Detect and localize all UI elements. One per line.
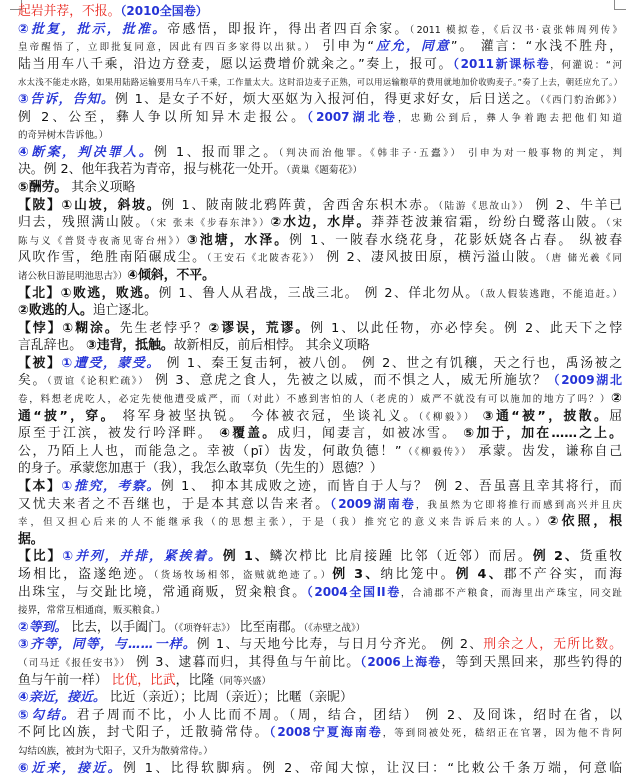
annotation-text: 皇帝醒悟了，立即批复同意，因此有四百多家得以出狱。） xyxy=(18,42,317,54)
body-text: 例 1、鲁人从君战，三战三北。 例 2、佯北勿从。 xyxy=(158,285,480,301)
text-line xyxy=(18,320,622,338)
body-text: 场相比，盗遂绝迹。 xyxy=(18,567,154,582)
bold-text: 例 1、 xyxy=(222,549,270,565)
annotation-text: （司马迁《报任安书》） xyxy=(18,657,131,669)
annotation-text: （《柳毅》） xyxy=(418,411,476,423)
body-text: 例 1、 抑本其成败之迹，而皆自于人与？ 例 2、吾虽喜且幸其将行，而 xyxy=(160,479,622,495)
sense-heading: ②批复，批示，批准。 xyxy=(18,21,168,37)
sense-heading: ④断案，判决罪人。 xyxy=(18,144,155,160)
bold-text: 【被】 xyxy=(18,355,62,371)
text-line xyxy=(18,161,622,179)
annotation-text: ，合浦郡不产粮食，而海里出产珠宝，同交趾 xyxy=(400,587,622,599)
exam-source-tag: （2007湖北卷 xyxy=(307,109,398,124)
document-page xyxy=(18,3,622,777)
text-line xyxy=(18,689,622,707)
body-text: 其余义项略 xyxy=(67,179,136,195)
body-text: 引申为“ xyxy=(316,39,374,55)
body-text: 的身子。承蒙您加惠于（我），我怎么敢辜负（先生的）恩德？） xyxy=(18,461,383,477)
exam-source-tag: （2008宁夏海南卷 xyxy=(269,725,383,740)
exam-source-tag: （2011新课标卷 xyxy=(452,56,551,71)
annotation-text: （《赤壁之战》） xyxy=(303,622,366,634)
text-line xyxy=(18,408,622,426)
annotation-text: （王安石《北陂杏花》） xyxy=(206,253,321,265)
sense-heading: 应允，同意 xyxy=(373,39,451,55)
body-text: 例 1、报而罪之。 xyxy=(154,144,279,160)
annotation-text: （陆游《思故山》） xyxy=(438,200,530,212)
body-text: 将军身被坚执锐。 今体被衣冠，坐谈礼义。 xyxy=(115,408,419,424)
annotation-text: （同等兴盛） xyxy=(214,675,272,687)
highlight-red-text: 比优，比武 xyxy=(111,672,176,688)
sense-heading: ①遭受，蒙受。 xyxy=(61,355,161,371)
text-line xyxy=(18,636,622,654)
annotation-text: （《柳毅传》） xyxy=(401,446,473,458)
bold-text: ③通“被”，披散。 xyxy=(475,408,610,424)
annotation-text: 幸，但又担心后来的人不能继承我（的思想主张），于是（我）推究它的意义来告诉后来的人。） xyxy=(18,517,548,529)
text-line xyxy=(18,443,622,461)
text-line xyxy=(18,214,622,232)
body-text: ，比隆 xyxy=(175,672,215,688)
text-line xyxy=(18,337,622,355)
sense-heading: ②等到。 xyxy=(18,619,68,635)
body-text: 故新相反，前后相悖。 其余义项略 xyxy=(173,338,370,354)
annotation-text: （宋 xyxy=(605,218,622,230)
sense-heading: ①并列，并排，紧挨着。 xyxy=(62,549,223,565)
body-text: 货重牧 xyxy=(579,549,622,565)
text-line xyxy=(18,109,622,127)
body-text: 承蒙。齿发，谦称自己 xyxy=(472,443,622,459)
bold-text: 【陂】①山坡，斜坡。 xyxy=(18,197,162,213)
text-line xyxy=(18,654,622,672)
text-line xyxy=(18,3,622,21)
text-line xyxy=(18,619,622,637)
annotation-text: 接界，常常互相通商，贩买粮食。） xyxy=(18,605,166,617)
body-text: 例 2、帝闻大惊，让汉曰：“比敕公千条万端，何意临 xyxy=(262,760,622,776)
text-line xyxy=(18,126,622,144)
body-text: 矣。 xyxy=(18,373,47,389)
annotation-text: （《项脊轩志》） xyxy=(173,622,236,634)
body-text: 帝感悟，即报许，得出者四百余家。 xyxy=(167,21,410,37)
sense-heading: ①推究，考察。 xyxy=(61,479,161,495)
bold-text: ②水边，水岸。 xyxy=(270,215,372,231)
body-text: ，等到天黑回来，那些钓得的 xyxy=(441,654,622,670)
annotation-text: 诸公秋日游昆明池思古》） xyxy=(18,270,128,282)
text-line xyxy=(18,760,622,778)
text-line xyxy=(18,425,622,443)
sense-heading: ⑤勾结。 xyxy=(18,707,77,723)
body-text: 归去，残照满山陂。 xyxy=(18,215,151,231)
bold-text: 据。 xyxy=(18,531,44,547)
bold-text: ③池塘，水泽。 xyxy=(186,232,290,248)
body-text: 例 1、秦王复击轲，被八创。 例 2、世之有饥穰，天之行也，禹汤被之 xyxy=(160,355,622,371)
annotation-text: （2011 模拟卷，《后汉书·袁张韩周列传》 xyxy=(409,24,622,36)
text-line xyxy=(18,267,622,285)
body-text: 先生老悖乎？ xyxy=(119,320,209,336)
highlight-red-text: 刑余之人，无所比数。 xyxy=(483,637,622,653)
body-text: ”。 灌言：“水浅不胜舟， xyxy=(450,39,622,55)
body-text: 鱼与午前一样） xyxy=(18,672,112,688)
body-text: 屈 xyxy=(609,408,622,424)
text-line xyxy=(18,460,622,478)
body-text: 公，乃陌上人也，而能急之。幸被（pī）齿发，何敢负德！” xyxy=(18,443,402,459)
annotation-text: （敌人假装逃跑，不能追赶。） xyxy=(479,288,622,300)
body-text: 追亡逐北。 xyxy=(92,303,157,319)
exam-source-tag: （2004全国II卷 xyxy=(306,584,401,599)
text-line xyxy=(18,372,622,390)
text-line xyxy=(18,478,622,496)
bold-text: 例 3、 xyxy=(332,567,381,582)
body-text: 言乱辞也。 xyxy=(18,338,87,354)
annotation-text: 的奇异树木告诉他。） xyxy=(18,130,109,142)
bold-text: 【本】 xyxy=(18,479,62,495)
text-line xyxy=(18,531,622,549)
bold-text: ④倾斜，不平。 xyxy=(127,267,215,283)
text-line xyxy=(18,390,622,408)
body-text: 例 1、陂南陂北鸦阵黄，舍西舍东枳木赤。 xyxy=(161,197,439,213)
bold-text: 例 2、 xyxy=(532,549,580,565)
text-line xyxy=(18,724,622,742)
highlight-red-text: 起岩并荐，不报。 xyxy=(18,4,121,19)
exam-source-tag: （2010全国卷） xyxy=(120,4,208,18)
bold-text: ②败逃的人。 xyxy=(18,303,93,319)
bold-text: ②依照，根 xyxy=(547,514,622,530)
bold-text: ⑤酬劳。 xyxy=(18,179,68,195)
text-line xyxy=(18,355,622,373)
body-text: 君子周而不比，小人比而不周。（周，结合，团结） 例 2、及冏诛，绍时在省，以 xyxy=(76,707,622,723)
bold-text: ③违背，抵触。 xyxy=(86,338,174,354)
text-line xyxy=(18,707,622,725)
bold-text: 例 4、 xyxy=(455,567,504,582)
bold-text: ④覆盖。 xyxy=(219,426,278,442)
text-line xyxy=(18,73,622,91)
body-text: 不阿比凶族，封弋阳子，迁散骑常侍。 xyxy=(18,725,270,741)
body-text: 例 1、是女子不好，烦大巫妪为入报河伯，得更求好女，后日送之。 xyxy=(115,91,540,107)
body-text: 决。例 2、他年我若为青帝，报与桃花一处开。 xyxy=(18,162,287,178)
exam-source-tag: （2009湖南卷 xyxy=(330,496,416,511)
body-text: 鳞次栉比 比肩接踵 比邻（近邻）而居。 xyxy=(269,549,533,565)
text-line xyxy=(18,496,622,514)
text-line xyxy=(18,91,622,109)
text-line xyxy=(18,197,622,215)
annotation-text: ，何灌说：“河 xyxy=(550,59,622,71)
body-text: 例 3、意虎之食人，先被之以威，而不惧之人，威无所施欤？ xyxy=(149,373,548,389)
exam-source-tag: （2009湖北 xyxy=(547,373,622,388)
body-text: 例 1、比得软脚病。 xyxy=(122,760,263,776)
body-text: 成归，闻妻言，如被冰雪。 xyxy=(277,426,464,442)
body-text: 比近（亲近）；比周（亲近）；比暱（亲昵） xyxy=(105,690,353,706)
sense-heading: ④亲近，接近。 xyxy=(18,690,106,706)
annotation-text: （贾谊《论积贮疏》） xyxy=(46,376,150,388)
annotation-text: 勾结凶族，被封为弋阳子，又升为散骑常侍。） xyxy=(18,745,213,757)
annotation-text: （货场牧场相邻，盗贼就绝迹了。） xyxy=(153,570,333,581)
text-line xyxy=(18,584,622,602)
body-text: 例 2、牛羊已 xyxy=(529,197,622,213)
body-text: 风吹作雪，绝胜南陌碾成尘。 xyxy=(18,250,207,266)
text-line xyxy=(18,672,622,690)
annotation-text: ，忠勤公到后，彝人争着跑去把他们知道 xyxy=(398,112,622,124)
exam-source-tag: （2006上海卷 xyxy=(360,654,442,669)
text-line xyxy=(18,601,622,619)
text-line xyxy=(18,21,622,39)
body-text: 比去，以手阖门。 xyxy=(67,619,174,635)
bold-text: 【北】①败逃，败逃。 xyxy=(18,285,159,301)
text-line xyxy=(18,566,622,584)
annotation-text: （《西门豹治邺》） xyxy=(540,94,622,106)
body-text: 莽莽苍波兼宿霜，纷纷白鹭落山陂。 xyxy=(371,215,606,231)
annotation-text: （唐 储光羲《同 xyxy=(545,253,622,265)
sense-heading: ③告诉，告知。 xyxy=(18,91,116,107)
body-text: 例 1、一陂春水绕花身，花影妖娆各占春。 纵被春 xyxy=(289,232,622,248)
body-text: 例 2、凄风披田原，横污溢山陂。 xyxy=(320,250,546,266)
annotation-text: 水太浅不能走水路，如果用陆路运输要用马车八千乘，工作量太大。这时沿边麦子正熟，可以用运输粮草的费用就地加价收购麦子。”奏了上去，朝廷应允了。） xyxy=(18,77,622,88)
annotation-text: ，等到冏被处死，嵇绍正在官署，因为他不肯阿 xyxy=(382,728,622,740)
annotation-text: 陈与义《普贤寺夜斋见寄台州》） xyxy=(18,235,187,247)
body-text: 陆当用车八千乘，沿边方登麦，愿以运费增价就籴之。”奏上，报可。 xyxy=(18,56,453,72)
sense-heading: ③齐等，同等，与……一样。 xyxy=(18,637,197,653)
text-line xyxy=(18,742,622,760)
body-text: 原至于江滨，被发行吟泽畔。 xyxy=(18,426,220,442)
body-text: 例 3、逮暮而归，其得鱼与午前比。 xyxy=(130,654,361,670)
text-line xyxy=(18,56,622,74)
body-text: 郡不产谷实，而海 xyxy=(503,567,622,582)
text-line xyxy=(18,548,622,566)
body-text: 例 1、与天地兮比寿，与日月兮齐光。 例 2、 xyxy=(196,637,484,653)
bold-text: 【比】 xyxy=(18,549,63,565)
sense-heading: ⑥近来，接近。 xyxy=(18,760,123,776)
bold-text: ⑤加于，加在……之上。 xyxy=(463,426,622,442)
bold-text: 通“披”，穿。 xyxy=(18,408,116,424)
text-line xyxy=(18,38,622,56)
body-text: 出珠宝，与交趾比境，常通商贩，贸籴粮食。 xyxy=(18,584,307,600)
body-text: 例 2、公至，彝人争以所知异木走报公。 xyxy=(18,109,307,125)
annotation-text: （宋 张耒《步春东津》） xyxy=(150,218,271,230)
bold-text: 【悖】①糊涂。 xyxy=(18,320,120,336)
annotation-text: （黄巢《题菊花》） xyxy=(286,165,363,177)
text-line xyxy=(18,179,622,197)
annotation-text: ，我虽然为它即将推行而感到高兴并且庆 xyxy=(415,499,622,511)
body-text: 纳比笼中。 xyxy=(380,567,456,582)
annotation-text: （判决而治他罪。《韩非子·五蠹》） 引申为对一般事物的判定，判 xyxy=(278,147,622,159)
text-line xyxy=(18,232,622,250)
text-line xyxy=(18,144,622,162)
bold-text: ② xyxy=(611,391,622,407)
body-text: 例 1、以此任物，亦必悖矣。例 2、此天下之悖 xyxy=(310,320,622,336)
text-line xyxy=(18,249,622,267)
text-line xyxy=(18,513,622,531)
text-line xyxy=(18,285,622,303)
body-text: 比至南郡。 xyxy=(235,619,304,635)
body-text: 又忧夫来者之不吾继也，于是本其意以告来者。 xyxy=(18,496,331,512)
annotation-text: 卷，料想老虎吃人，必定先使他遭受威严，而（对此）不感到害怕的人（老虎的）威严不就没有可以施加的地方了吗？） xyxy=(18,394,612,406)
bold-text: ②谬误，荒谬。 xyxy=(208,320,311,336)
text-line xyxy=(18,302,622,320)
